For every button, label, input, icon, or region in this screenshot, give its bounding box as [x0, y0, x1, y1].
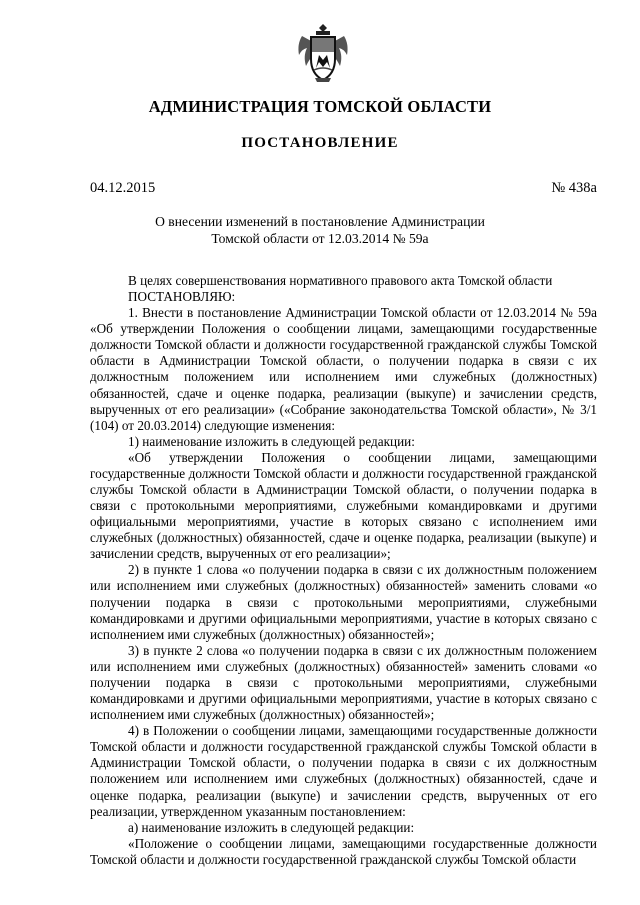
- paragraph-1-2: 2) в пункте 1 слова «о получении подарка в связи с их должностным положением или исполнением ими служебных (должностных) обязанностей» заменить словами «о получении подарка в связи с протокольными мероприятиями, служебными командировками и другими официальными мероприятиями, участие в которых связано с исполнением ими служебных (должностных) обязанностей»;: [90, 562, 597, 642]
- coat-of-arms-icon: [296, 22, 350, 84]
- subject-line-2: Томской области от 12.03.2014 № 59а: [211, 230, 429, 246]
- document-body: [90, 273, 597, 868]
- resolve-heading: ПОСТАНОВЛЯЮ:: [128, 289, 236, 305]
- paragraph-1-1: 1) наименование изложить в следующей редакции:: [128, 433, 415, 449]
- document-subject: [120, 214, 520, 247]
- subject-line-1: О внесении изменений в постановление Администрации: [155, 214, 485, 229]
- organization-title: АДМИНИСТРАЦИЯ ТОМСКОЙ ОБЛАСТИ: [148, 97, 492, 116]
- paragraph-1-4: 4) в Положении о сообщении лицами, замещающими государственные должности Томской области и должности государственной гражданской службы Томской области в Администрации Томской области, о получении подарка в связи с их должностным положением или исполнением ими служебных (должностных) обязанностей, сдаче и оценке подарка, реализации (выкупе) и зачислении средств, вырученных от его реализации, утвержденном указанным постановлением:: [90, 723, 597, 819]
- document-type: ПОСТАНОВЛЕНИЕ: [241, 135, 399, 151]
- paragraph-1-4-a-quote: «Положение о сообщении лицами, замещающими государственные должности Томской области и должности государственной гражданской службы Томской области: [90, 835, 597, 867]
- document-number: № 438а: [551, 180, 597, 196]
- paragraph-1-4-a: а) наименование изложить в следующей редакции:: [128, 819, 415, 835]
- document-date: 04.12.2015: [90, 180, 156, 196]
- paragraph-1-1-quote: «Об утверждении Положения о сообщении лицами, замещающими государственные должности Томской области и должности государственной гражданской службы Томской области в Администрации Томской области, о получении подарка в связи с протокольными мероприятиями, служебными командировками и другими официальными мероприятиями, участие в которых связано с исполнением ими служебных (должностных) обязанностей, сдаче и оценке подарка, реализации (выкупе) и зачислении средств, вырученных от его реализации»;: [90, 449, 597, 562]
- paragraph-1-3: 3) в пункте 2 слова «о получении подарка в связи с их должностным положением или исполнением ими служебных (должностных) обязанностей» заменить словами «о получении подарка в связи с протокольными мероприятиями, служебными командировками и другими официальными мероприятиями, участие в которых связано с исполнением ими служебных (должностных) обязанностей»;: [90, 642, 597, 723]
- intro-paragraph: В целях совершенствования нормативного правового акта Томской области: [128, 273, 553, 288]
- paragraph-1: 1. Внести в постановление Администрации Томской области от 12.03.2014 № 59а «Об утверждении Положения о сообщении лицами, замещающими государственные должности Томской области и должности государственной гражданской службы Томской области в Администрации Томской области, о получении подарка в связи с их должностным положением или исполнением ими служебных (должностных) обязанностей, сдаче и оценке подарка, реализации (выкупе) и зачислении средств, вырученных от его реализации» («Собрание законодательства Томской области», № 3/1 (104) от 20.03.2014) следующие изменения:: [90, 305, 597, 433]
